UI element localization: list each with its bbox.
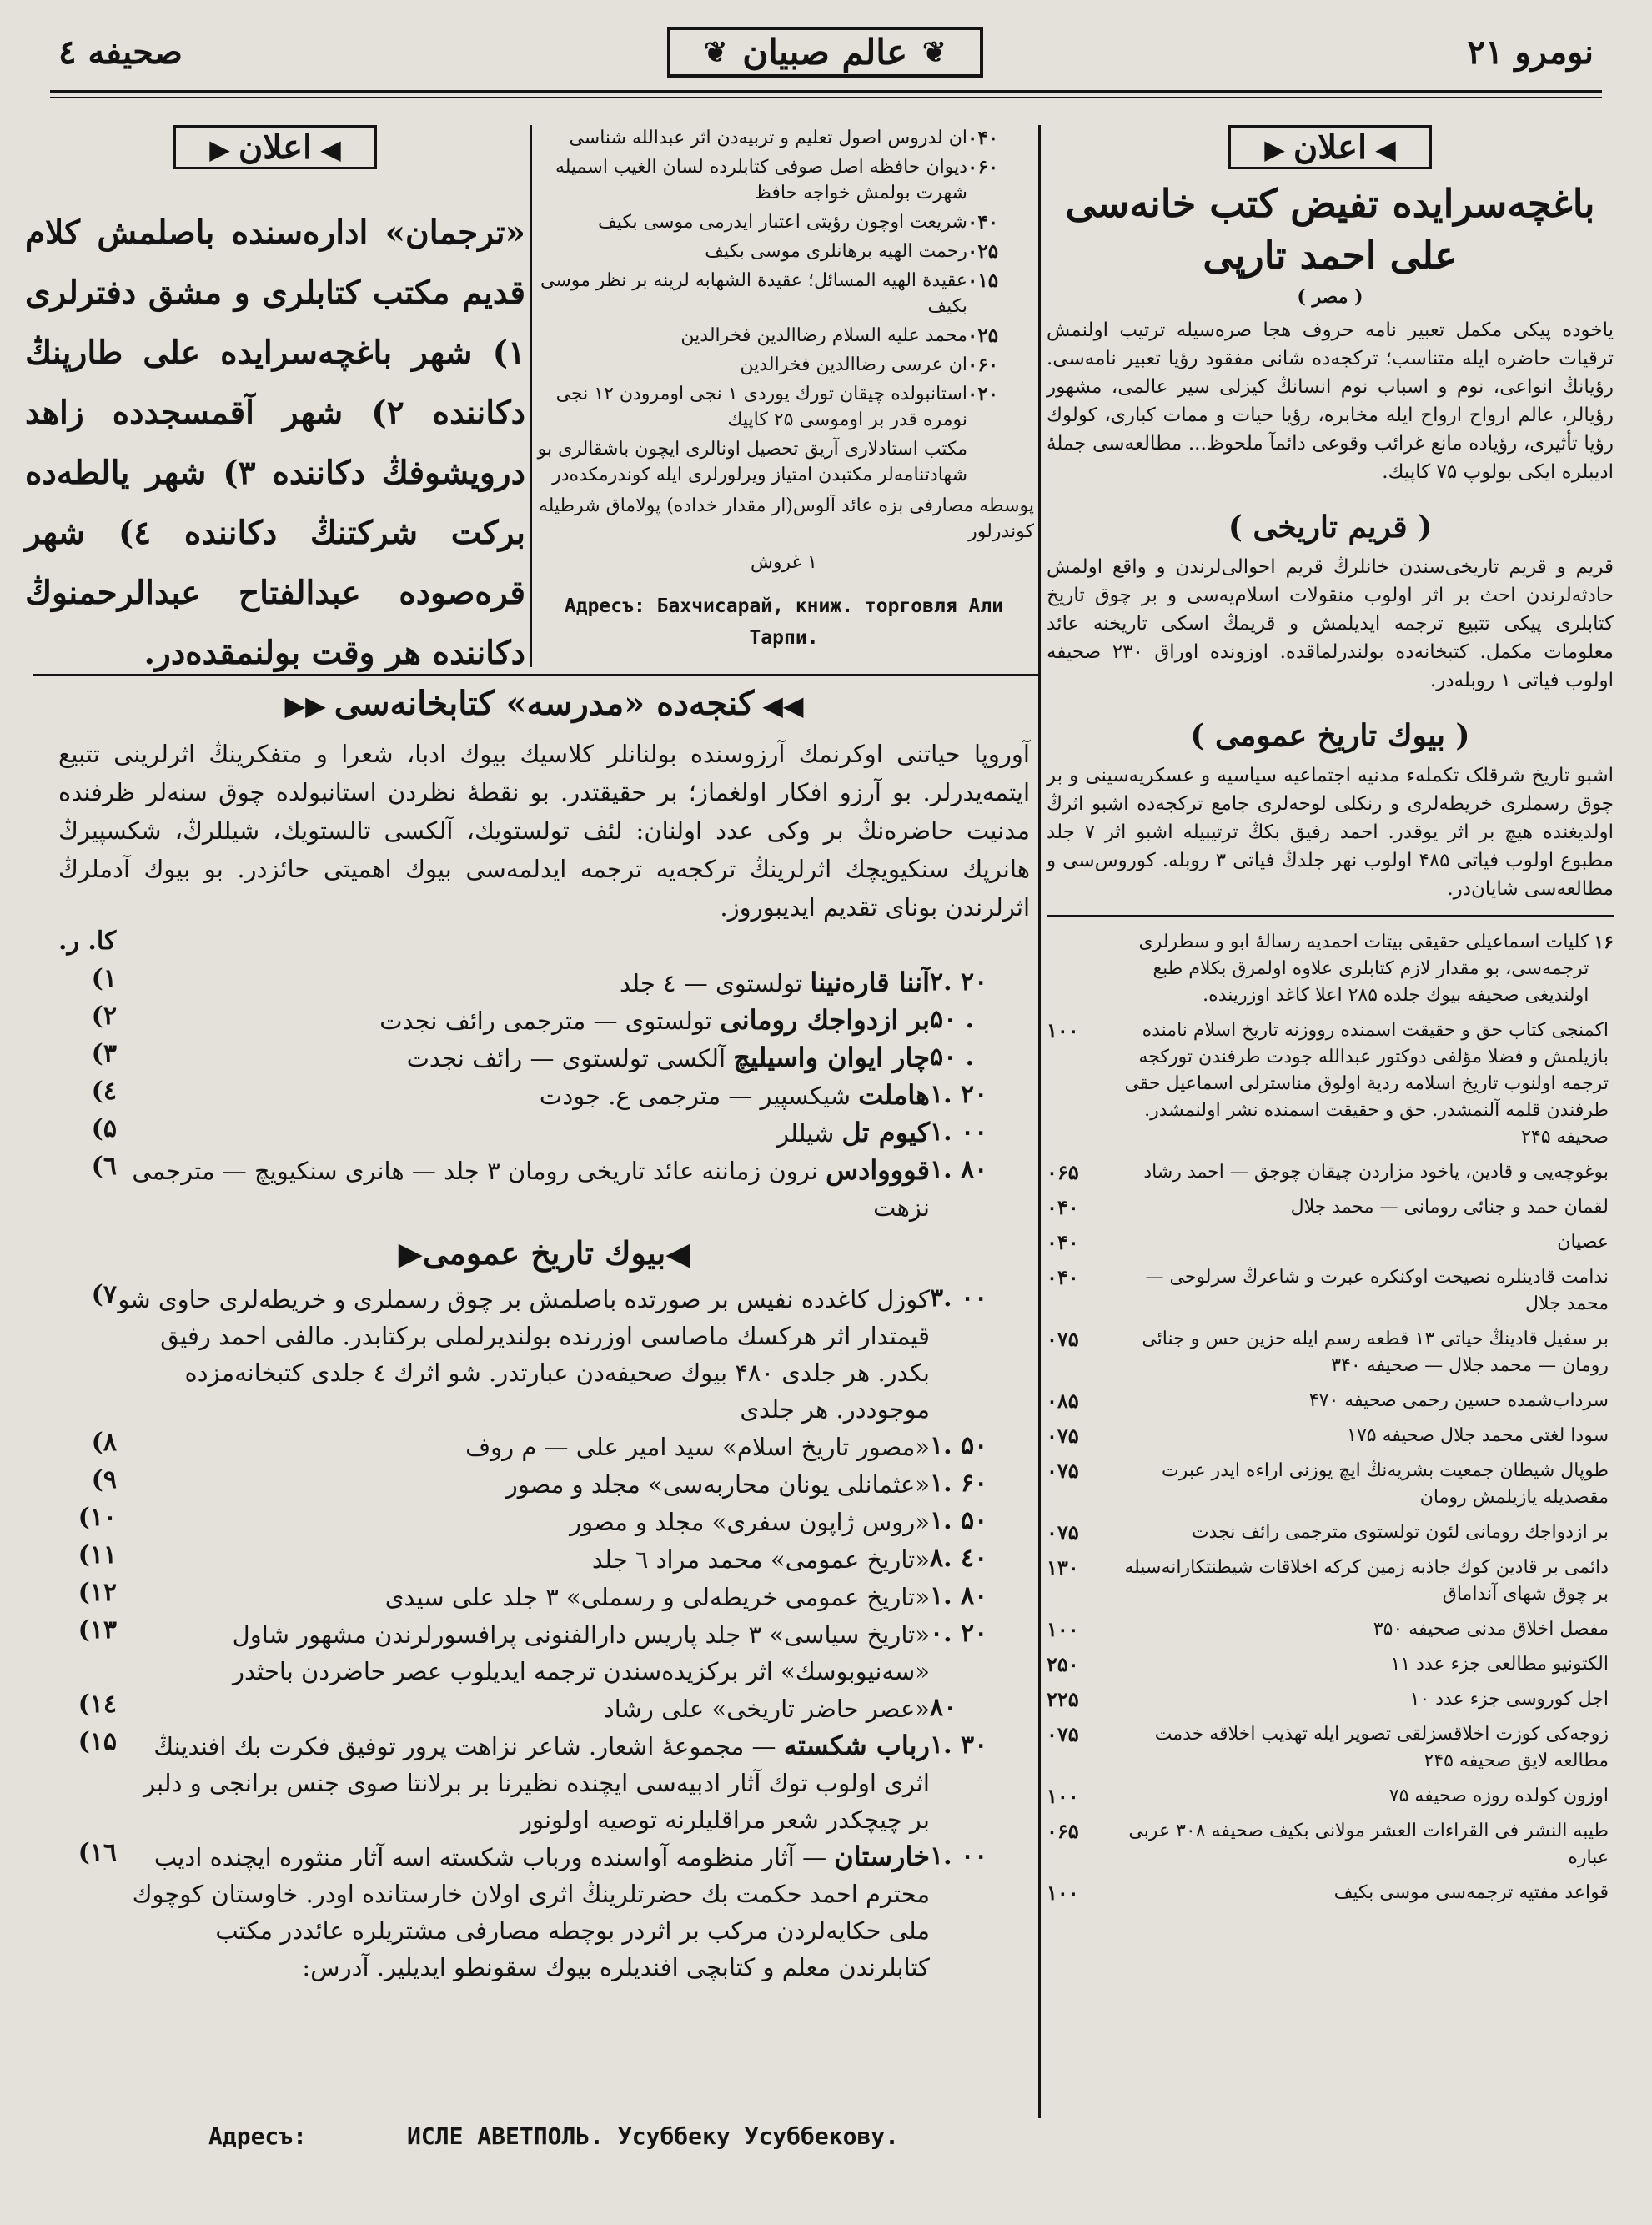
masthead [667,27,983,78]
book-description: نرون زماننه عائد تاريخى رومان ۳ جلد — هانرى سنكيويچ — مترجمى نزهت [132,1157,930,1222]
book-description: ديوان حافظه اصل صوفى كتابلرده لسان الغيب اسميله شهرت بولمش خواجه حافظ [555,157,967,203]
table-row [58,1578,1030,1615]
book-price: ۰۲۰ [967,383,999,405]
list-item [1047,1423,1614,1449]
book-entry [117,1039,930,1077]
list-item [534,436,1034,488]
table-row [58,1114,1030,1152]
book-entry [117,1114,930,1152]
book-number: ۸) [91,1428,117,1457]
footer-address-label: Адресъ: [208,2122,308,2150]
middle-address: Адресъ: Бахчисарай, книж. торговля Али Тарпи. [564,595,1004,649]
book-description: عقيدة الهيه المسائل؛ عقيدة الشهابه لرينه بر نظر موسى بكيف [540,270,967,317]
list-item [534,268,1034,319]
book-number: ۱٦) [78,1838,117,1867]
list-item [534,352,1034,378]
book-price: ۲۵۰ [1047,1652,1079,1676]
world-history-heading: ( بيوك تاريخ عمومى ) [1190,718,1470,753]
book-description: اكمنجى كتاب حق و حقيقت اسمنده رووزنه تاريخ اسلام نامنده بازيلمش و فضلا مؤلفى دوكتور عبدالله جودت طرفندن توركجه ترجمه اولنوب تاريخ اسلامه ردية اولوق مناسترلى اسماعيل حقى طرفندن قلمه آلنمشدر. حق و حقيقت اسمنده نشر اولنمشدر. صحيفه ۲۴۵ [1124,1020,1609,1148]
book-description: زوجه‌كى كوزت اخلاقسزلقى تصوير ايله تهذيب اخلاقه خدمت مطالعه لايق صحيفه ۲۴۵ [1154,1724,1609,1771]
book-entry [117,1428,930,1465]
table-row [58,1503,1030,1540]
left-column [25,125,525,683]
book-description: شريعت اوچون رؤيتى اعتبار ايدرمى موسى بكيف [597,212,967,233]
table-row [58,1039,1030,1077]
list-item [1047,1159,1614,1186]
list-item [534,381,1034,433]
announce-label: اعلان [238,128,313,167]
book-price: ۰۷۵ [1047,1459,1079,1483]
announce-heading-left: ◀اعلان▶ [25,125,525,169]
book-title: هاملت [858,1079,930,1111]
book-number: ۱۶ [1594,932,1614,953]
book-title: آننا قارەنينا [810,967,930,998]
book-number: ۱۲) [78,1578,117,1607]
footer-address [208,2122,1126,2150]
book-price: ۰۱۵ [967,269,999,292]
book-price: ۱۳۰ [1047,1555,1079,1580]
table-row [58,1838,1030,1986]
book-number: ۱) [91,964,117,993]
book-price: ۵۰ . [930,1005,975,1034]
book-description: ان عرسى رضاالدين فخرالدين [740,354,967,375]
book-description: ان لدروس اصول تعليم و تربيه‌دن اثر عبدالله شناسى [569,128,967,148]
book-description: «عثمانلى يونان محاربه‌سى» مجلد و مصور [505,1470,930,1499]
book-entry [117,1838,930,1986]
book-number: ٤) [91,1077,117,1106]
book-number: ٦) [91,1152,117,1181]
book-price: ۰۴۰ [967,127,999,149]
price-column-label: كا. ر. [58,927,117,956]
book-entry [117,1077,930,1114]
book-price: ۱۰۰ [1047,1018,1079,1042]
book-description: عصيان [1557,1232,1609,1253]
issue-number: نومرو ۲۱ [1467,33,1594,72]
book-description: تولستوى — مترجمى رائف نجدت [379,1007,712,1035]
book-price: ۰. ۲۰ [930,1619,988,1648]
table-row [58,1428,1030,1465]
book-number: ۱۰) [78,1503,117,1532]
right-column [1047,125,1614,1915]
book-number: ۷) [91,1280,117,1309]
terjuman-announcement: «ترجمان» اداره‌سنده باصلمش كلام قديم مكتب كتابلرى و مشق دفترلرى ۱) شهر باغچه‌سرايده على طارپنڭ دكاننده ۲) شهر آقمسجدده زاهد درويشوفڭ دكاننده ۳) شهر يالطه‌ده بركت شركتنڭ دكاننده ٤) شهر قره‌صوده عبدالفتاح عبدالرحمنوڭ دكاننده هر وقت بولنمقده‌در. [25,213,526,672]
table-row [58,1280,1030,1428]
book-title: رباب شكسته [783,1730,930,1761]
book-entry [117,1578,930,1615]
book-title: كيوم تل [841,1117,930,1148]
crimea-history-heading: ( قريم تاريخى ) [1228,510,1433,545]
book-entry [117,964,930,1002]
table-row [58,1002,1030,1039]
book-description: شيكسپير — مترجمى ع. جودت [539,1082,851,1110]
book-description: لقمان حمد و جنائى رومانى — محمد جلال [1290,1197,1609,1218]
list-item [1047,1554,1614,1608]
book-description: بر سفيل قادينڭ حياتى ۱۳ قطعه رسم ايله حزين حس و جنائى رومان — محمد جلال — صحيفه ۳۴۰ [1142,1328,1609,1376]
book-price: ۱. ۵۰ [930,1506,988,1535]
book-number: ۱٤) [78,1690,117,1719]
table-row [58,964,1030,1002]
list-item [1047,1616,1614,1643]
book-price: ۰۴۰ [1047,1195,1079,1219]
footer-address-value: ИСЛЕ АВЕТПОЛЬ. Усуббеку Усуббекову. [407,2122,900,2150]
book-price: ۰۲۵ [967,324,999,347]
table-row [58,1615,1030,1690]
book-price: ۲. ۲۰ [930,967,988,997]
postal-rate: ۱ غروش [751,552,817,573]
table-row [58,1540,1030,1578]
book-description: — مجموعهٔ اشعار. شاعر نزاهت پرور توفيق فكرت بك افندينڭ اثرى اولوب توك آثار ادبيه‌سى ايچنده نظيرنا بر برلانتا صوى جنس برانجى و دلبر بر چيچكدر شعر مراقليلرنه توصيه اولونور [143,1732,930,1834]
book-price: ۱۰۰ [1047,1784,1079,1808]
book-price: ۱. ۰۰ [930,1841,988,1871]
book-entry [117,1152,930,1226]
book-price: ۵۰ . [930,1042,975,1072]
book-price: ۰۷۵ [1047,1424,1079,1448]
book-price: ۰۶۵ [1047,1819,1079,1843]
table-row [58,1727,1030,1838]
book-price: ۱. ۸۰ [930,1155,988,1184]
book-entry [117,1615,930,1690]
book-price: ۰۲۵ [967,240,999,263]
book-title: چار ايوان واسيليچ [733,1042,930,1073]
book-description: مكتب استادلارى آريق تحصيل اونالرى ايچون باشقالرى بو شهادتنامه‌لر مكتبدن امتياز ويرلورلرى ايله كوندرمكده‌در [537,439,967,485]
list-item [1047,1388,1614,1414]
book-title: بر ازدواجك رومانى [720,1004,930,1036]
book-description: شيللر [777,1119,835,1148]
divider [1047,915,1614,917]
book-entry [117,1002,930,1039]
list-item [1047,1721,1614,1775]
header-rule [50,90,1602,93]
postal-note: پوسطه مصارفى بزه عائد آلوس(ار مقدار خداده) پولاماق شرطيله كوندرلور [538,495,1034,542]
table-row [58,1465,1030,1503]
book-entry [117,1690,930,1727]
table-row [58,1077,1030,1114]
book-title: قوووادس [826,1154,930,1186]
book-entry [117,1503,930,1540]
list-item [1047,1194,1614,1221]
book-description: اوزون كولده روزه صحيفه ۷۵ [1388,1786,1609,1806]
book-entry [117,1280,930,1428]
book-description: ندامت قادينلره نصيحت اوكنكره عبرت و شاعرڭ سرلوحى — محمد جلال [1145,1267,1609,1314]
page-header [58,17,1594,88]
list-item [1047,1264,1614,1318]
table-row [58,1690,1030,1727]
list-item [534,239,1034,264]
book-description: الكتونيو مطالعى جزء عدد ۱۱ [1390,1654,1609,1675]
book-number: ۱۱) [78,1540,117,1570]
book-description: كليات اسماعيلى حقيقى بيتات احمديه رساله‌ٔ ابو و سطرلرى ترجمه‌سى، بو مقدار لازم كتابلرى علاوه اولمرق بكلام طبع اولنديغى صحيفه بيوك جلده ۲۸۵ اعلا كاغد اوزرينده. [1138,932,1589,1006]
book-description: تولستوى — ٤ جلد [620,969,803,997]
column-divider-mid [530,125,532,667]
book-entry [117,1727,930,1838]
book-description: «تاريخ سياسى» ۳ جلد پاريس دارالفنونى پرافسورلرندن مشهور شاول «سەنيوبوسك» اثر بركزيده‌سندن ترجمه ايديلوب عصر حاضردن باحثدر [232,1620,930,1685]
book-price: ۱. ۲۰ [930,1080,988,1109]
book-price: ۰۷۵ [1047,1327,1079,1351]
book-description: سودا لغتى محمد جلال صحيفه ۱۷۵ [1347,1425,1609,1446]
world-history-text: اشبو تاريخ شرقلک تكمله‌ء مدنيه اجتماعيه سياسيه و عسكريه‌سينى و بر چوق رسملرى خريطه‌لرى و رنكلى لوحه‌لرى جامع تركجه‌ده اشبو اثرڭ اولديغنده هيچ بر اثر يوقدر. احمد رفيق بكڭ ترتيبيله اشبو اثر ۷ جلد مطبوع اولوب فياتى ۴۸۵ اولوب نهر جلدڭ فياتى ۳ روبله. كوروس‌سى و مطالعه‌سى شايان‌در. [1047,765,1614,900]
history-list [58,1280,1030,1986]
middle-book-list [534,125,1034,488]
book-description: بوغوچه‌يى و قادين، ياخود مزاردن چيقان چوجق — احمد رشاد [1143,1162,1609,1183]
book-price: ۰۴۰ [967,211,999,234]
list-item [1047,1880,1614,1906]
header-rule-thin [50,97,1602,98]
book-description: استانبولده چيقان تورك يوردى ۱ نجى اومرودن ۱۲ نجى نومره قدر بر اوموسى ۲۵ كاپيك [555,384,967,430]
book-price: ۱. ۰۰ [930,1118,988,1147]
list-item [534,154,1034,206]
book-price: ۱۰۰ [1047,1881,1079,1905]
book-title: خارستان [834,1841,930,1872]
book-price: ۱. ۶۰ [930,1469,988,1498]
book-price: ۱. ۸۰ [930,1581,988,1610]
book-price: ۳. ۰۰ [930,1283,988,1313]
library-intro: آوروپا حياتنى اوكرنمك آرزوسنده بولنانلر كلاسيك بيوك ادبا، شعرا و متفكرينڭ اثرلرينى تتبيع ايتمه‌يدرلر. بو آرزو افكار اولغماز؛ بر حقيقتدر. بو نقطهٔ نظردن استانبولده چوق سنه‌لر ظرفنده مدنيت حاضره‌نڭ بر وكى عدد اولنان: لئف تولستويك، آلكسى تالستويك، شيللرڭ، شكسپيرڭ هانرپك سنكيويچك اثرلرينڭ تركجه‌يه ترجمه ايدلمه‌سى بيوك اهميتى حائزدر. بو بيوك آدملرڭ اثرلرندن بوناى تقديم ايديبوروز. [58,740,1030,922]
book-price: ۰۶۰ [967,156,999,178]
book-description: محمد عليه السلام رضاالدين فخرالدين [680,325,967,346]
book-description: مفصل اخلاق مدنى صحيفه ۳۵۰ [1373,1619,1609,1640]
library-section [58,684,1030,1986]
book-price: ۸۰ [930,1693,957,1722]
table-row [58,1152,1030,1226]
shop-title: باغچه‌سرايده تفيض كتب خانه‌سى على احمد تارپى [1065,181,1595,278]
library-heading: ◀◀كنجه‌ده «مدرسه» كتابخانه‌سى▶▶ [284,684,804,723]
book-price: ۰۶۰ [967,354,999,376]
list-item [1047,1458,1614,1511]
book-price: ۱. ۵۰ [930,1431,988,1460]
list-item [1047,1818,1614,1871]
list-item [1047,1229,1614,1256]
ornament-icon: ❦ [922,35,947,69]
book-number: ۲) [91,1002,117,1031]
crimea-history-text: قريم و قريم تاريخى‌سندن خانلرڭ قريم احوالى‌لرندن و واقع اولمش حادثه‌لرندن احث بر اثر اولوب منقولات اسلام‌يه‌سى و بر چوق تاريخ كتابلرى پيكى تتبيع ترجمه ايديلمش و قريمڭ اسكى تاريخنه عائد معلومات مکمل. كتبخانه‌ده بولندرلماقده. اوزونده اوراق ۲۳۰ صحيفه اولوب فياتى ۱ روبله‌در. [1047,556,1614,691]
book-price: ۰۴۰ [1047,1230,1079,1254]
book-description: — آثار منظومه آواسنده ورباب شكسته اسه آثار منثوره ايچنده اديب محترم احمد حكمت بك حضرتلرينڭ اثرى اولان خارستانده اودر. خاوستان كوچوك ملى حكايه‌لردن مركب بر اثردر بوچطه مصارفى مشتريلره عائددر مكتب كتابلرندن معلم و كتابچى افنديلره بيوك سقونطو ايديلير. آدرس: [132,1843,930,1981]
book-description: «تاريخ عمومى خريطه‌لى و رسملى» ۳ جلد على سيدى [384,1583,930,1611]
announce-heading-right: ◀اعلان▶ [1047,125,1614,169]
book-description: طوپال شيطان جمعيت بشريه‌نڭ ايچ يوزنى اراءه ايدر عبرت مقصديله يازيلمش رومان [1161,1460,1609,1508]
book-price: ۱. ۳۰ [930,1730,988,1760]
book-description: آلكسى تولستوى — رائف نجدت [406,1044,726,1072]
book-number: ۳) [91,1039,117,1068]
book-price: ۱۰۰ [1047,1617,1079,1641]
right-book-list [1047,929,1614,1906]
book-entry [117,1540,930,1578]
list-item [1047,1519,1614,1546]
book-description: رحمت الهيه برهانلرى موسى بكيف [705,241,967,262]
dream-book-intro: ياخوده پيكى مكمل تعبير نامه حروف هجا صره‌سيله ترتيب اولنمش ترقيات حاضره ايله متناسب؛ تركجه‌ده شانى مفقود رؤيا تعبير نامه‌سى. رؤيانڭ انواعى، نوم و اسباب نوم انسانڭ كيزلى سير عالمى، مشهور رؤيالر، عالم ارواح ارواح ايله مخابره، رؤيا حيات و ممات كبارى، كولوك رؤيا تأثيرى، رؤياده مانع غرائب وقوعى دائمآ ملحوظ... مطالعه‌سى جملهٔ اديبلره ايكى بولوپ ۷۵ كاپيك. [1047,319,1614,483]
list-item [534,323,1034,349]
book-price [967,436,1034,488]
middle-column [534,125,1034,654]
column-divider-right [1038,125,1041,2118]
book-description: دائمى بر قادين كوك جاذبه زمين كركه اخلاقات شيطنتكارانه‌سيله بر چوق شهاى آنداماق [1124,1557,1609,1605]
world-history-subheading: ◀بيوك تاريخ عمومى▶ [398,1234,690,1272]
book-number: ۱۵) [78,1727,117,1756]
book-price: ۸. ٤۰ [930,1544,988,1573]
masthead-title: عالم صبيان [742,32,908,73]
list-item [1047,1651,1614,1678]
list-item [1047,1017,1614,1151]
list-item [534,209,1034,235]
book-price: ۲۲۵ [1047,1687,1079,1711]
announce-label: اعلان [1293,128,1368,167]
list-item [1047,1326,1614,1379]
book-number: ۹) [91,1465,117,1494]
book-price: ۰۷۵ [1047,1722,1079,1746]
page-number-label: صحيفه ٤ [58,33,183,72]
book-entry [117,1465,930,1503]
classics-list [58,964,1030,1226]
book-description: «مصور تاريخ اسلام» سيد امير على — م روف [465,1433,930,1461]
book-description: طيبه النشر فى القراءات العشر مولانى بكيف صحيفه ۳۰۸ عربى عباره [1128,1821,1609,1868]
book-price: ۰۸۵ [1047,1389,1079,1413]
book-description: قواعد مفتيه ترجمه‌سى موسى بكيف [1333,1882,1609,1903]
book-number: ۱۳) [78,1615,117,1645]
book-description: بر ازدواجك رومانى لئون تولستوى مترجمى رائف نجدت [1191,1522,1609,1543]
book-description: كوزل كاغدده نفيس بر صورتده باصلمش بر چوق رسملرى و خريطه‌لرى حاوى شو قيمتدار اثر هركسك ماصاسى اوزرنده بولنديرلملى بركتابدر. مالفى احمد رفيق بكدر. هر جلدى ۴۸۰ بيوك صحيفه‌دن عبارتدر. شو اثرك ٤ جلدى كتبخانه‌مزده موجوددر. هر جلدى [118,1285,930,1424]
book-description: اجل كوروسى جزء عدد ۱۰ [1409,1689,1609,1710]
book-description: «تاريخ عمومى» محمد مراد ٦ جلد [591,1545,930,1574]
library-heading-text: كنجه‌ده «مدرسه» كتابخانه‌سى [334,684,755,723]
list-item [1047,1783,1614,1810]
list-item [1047,1686,1614,1713]
list-item [534,125,1034,151]
ornament-icon: ❦ [703,35,728,69]
world-history-subheading-text: بيوك تاريخ عمومى [422,1234,666,1272]
book-description: «عصر حاضر تاريخى» على رشاد [603,1695,930,1723]
shop-note: ( مصر ) [1297,286,1363,308]
book-number: ۵) [91,1114,117,1143]
book-description: سرداب‌شمده حسين رحمى صحيفه ۴۷۰ [1308,1390,1609,1411]
book-price: ۰۴۰ [1047,1265,1079,1289]
book-description: «روس ژاپون سفرى» مجلد و مصور [570,1508,930,1536]
book-price: ۰۷۵ [1047,1520,1079,1544]
book-price: ۰۶۵ [1047,1160,1079,1184]
list-item [1047,929,1614,1009]
